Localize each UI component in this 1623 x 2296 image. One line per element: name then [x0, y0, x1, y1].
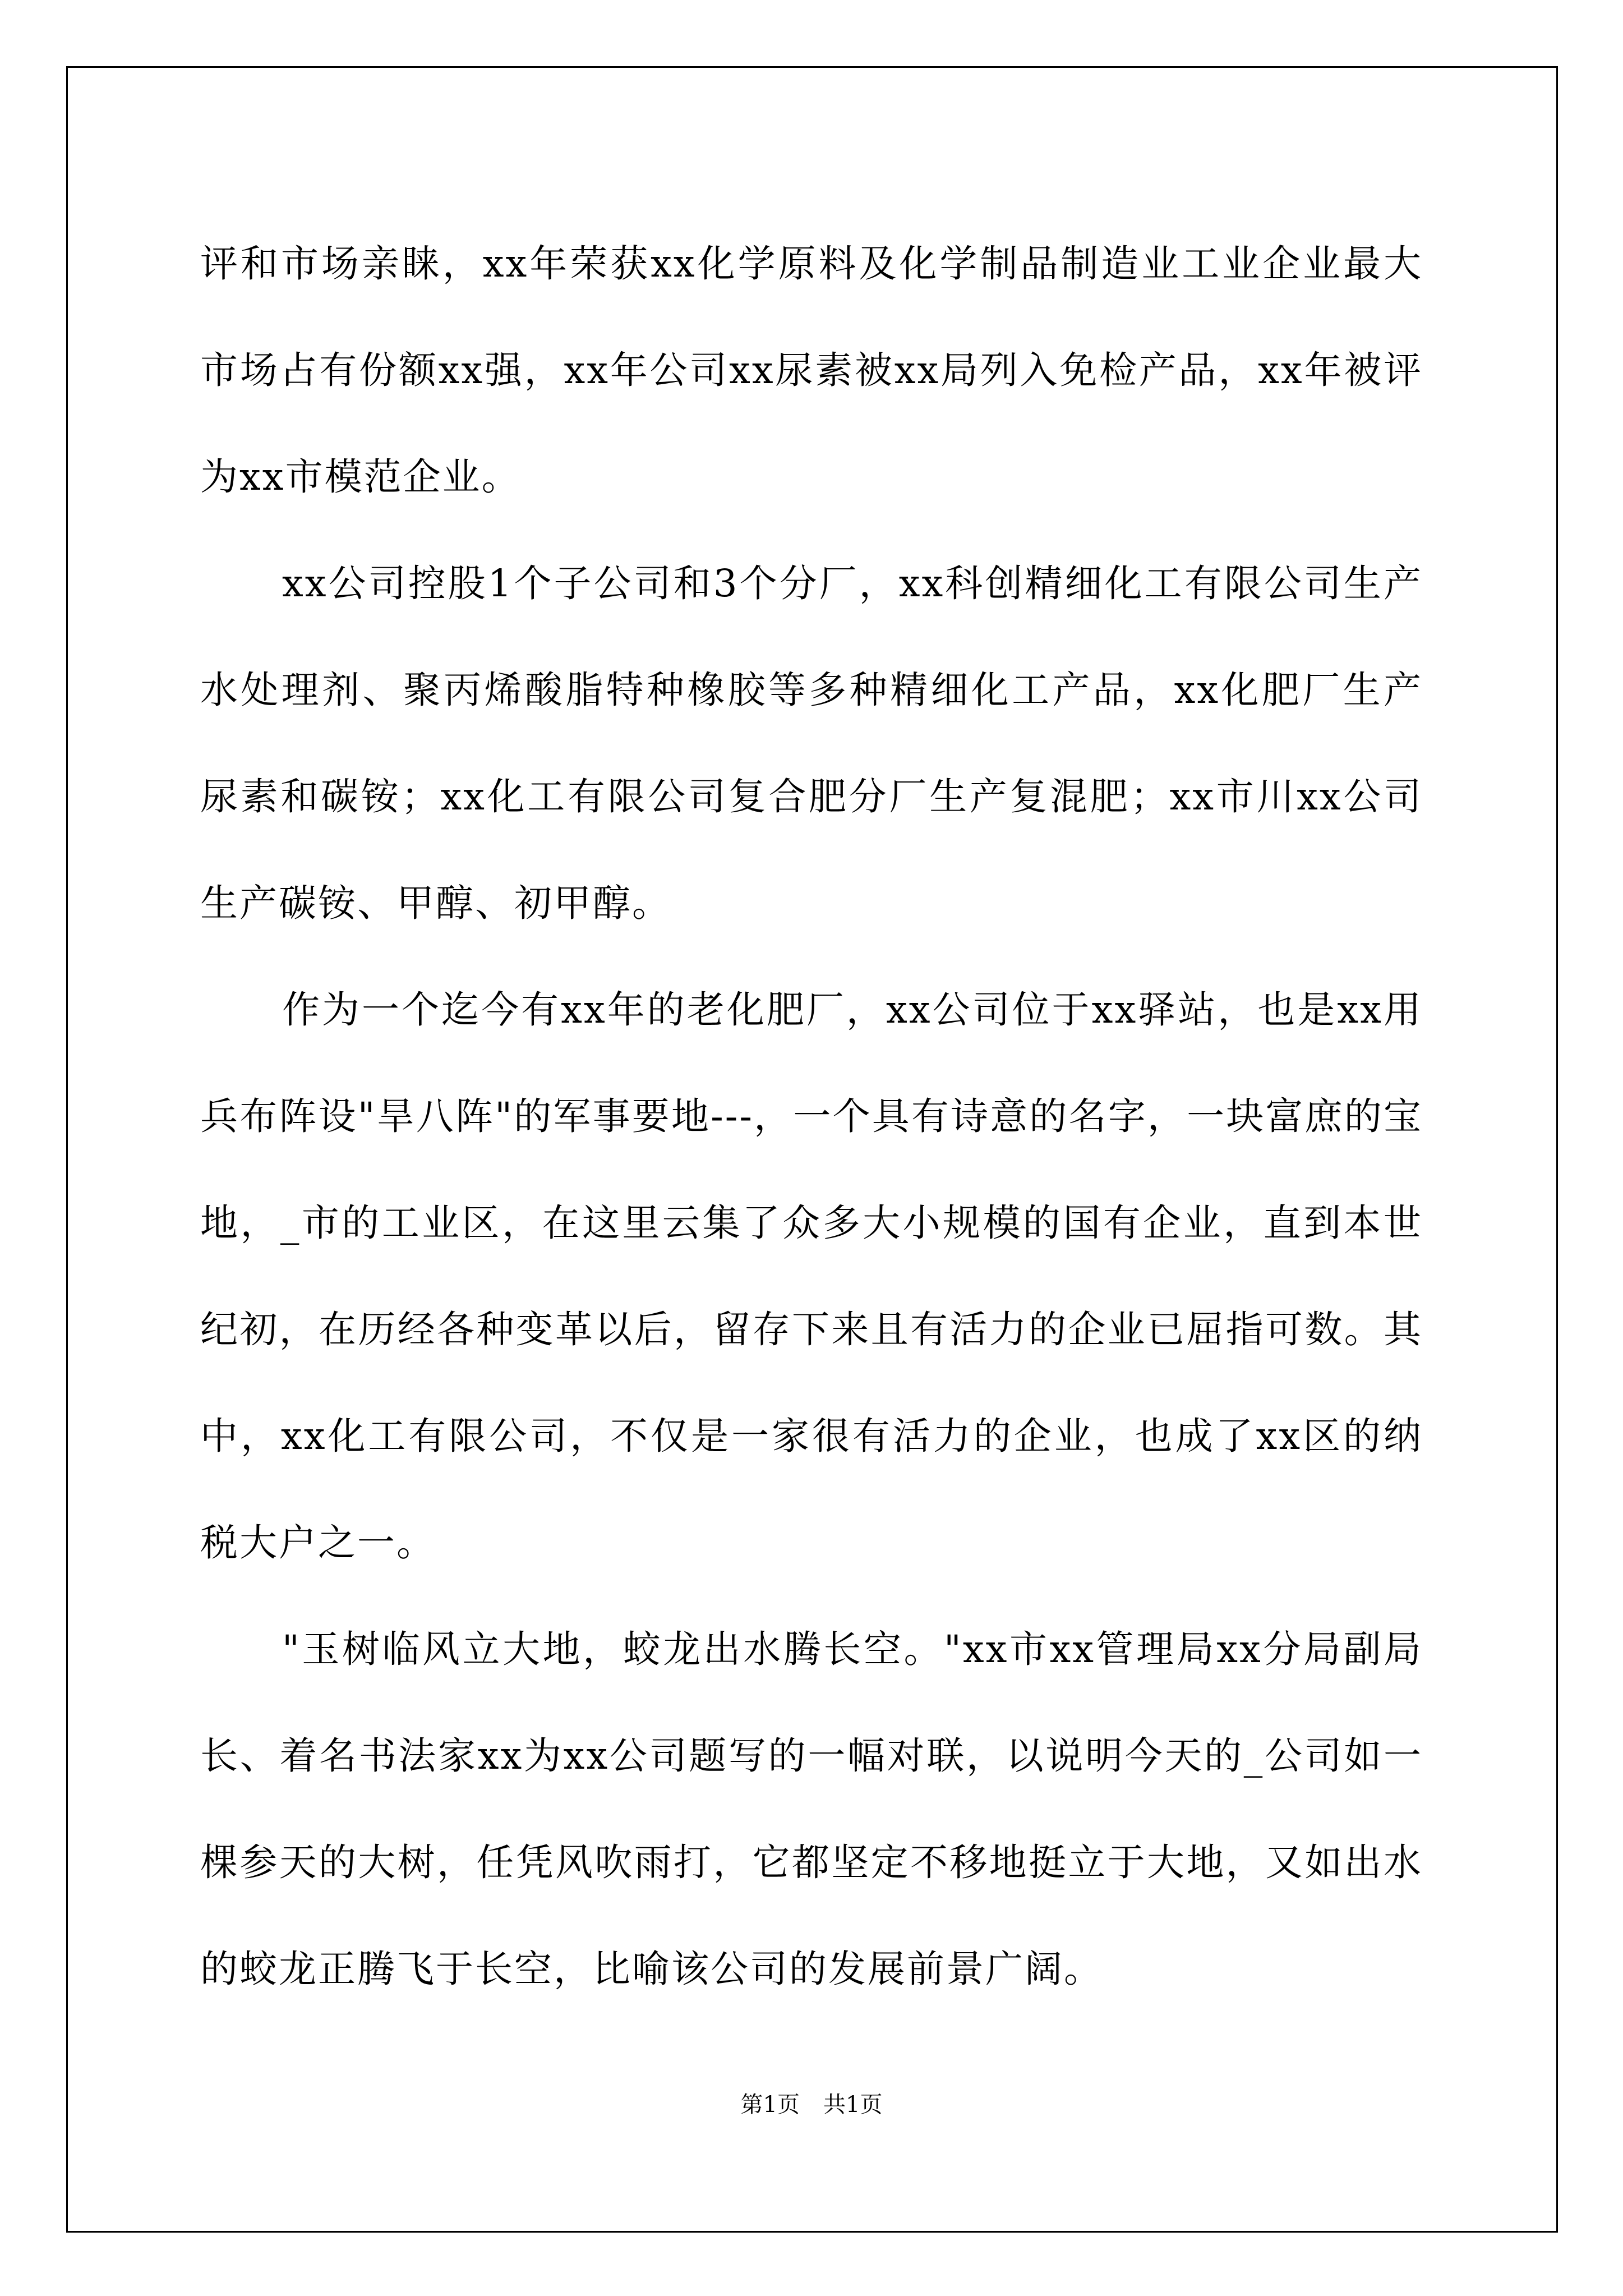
paragraph-3: 作为一个迄今有xx年的老化肥厂，xx公司位于xx驿站，也是xx用兵布阵设"旱八阵"的军事要地---，一个具有诗意的名字，一块富庶的宝地，_市的工业区，在这里云集了众多大小规模的国有企业，直到本世纪初，在历经各种变革以后，留存下来且有活力的企业已屈指可数。其中，xx化工有限公司，不仅是一家很有活力的企业，也成了xx区的纳税大户之一。 — [200, 988, 1423, 1565]
paragraph-4: "玉树临风立大地，蛟龙出水腾长空。"xx市xx管理局xx分局副局长、着名书法家xx为xx公司题写的一幅对联，以说明今天的_公司如一棵参天的大树，任凭风吹雨打，它都坚定不移地挺立于大地，又如出水的蛟龙正腾飞于长空，比喻该公司的发展前景广阔。 — [200, 1627, 1423, 1991]
paragraph-1: 评和市场亲睐，xx年荣获xx化学原料及化学制品制造业工业企业最大市场占有份额xx强，xx年公司xx尿素被xx局列入免检产品，xx年被评为xx市模范企业。 — [200, 242, 1423, 499]
document-body — [200, 210, 1423, 2022]
page-footer — [0, 2091, 1623, 2119]
paragraph-2: xx公司控股1个子公司和3个分厂，xx科创精细化工有限公司生产水处理剂、聚丙烯酸脂特种橡胶等多种精细化工产品，xx化肥厂生产尿素和碳铵；xx化工有限公司复合肥分厂生产复混肥；xx市川xx公司生产碳铵、甲醇、初甲醇。 — [200, 562, 1423, 925]
page-number: 第1页 — [740, 2092, 800, 2118]
page-total: 共1页 — [823, 2092, 883, 2118]
